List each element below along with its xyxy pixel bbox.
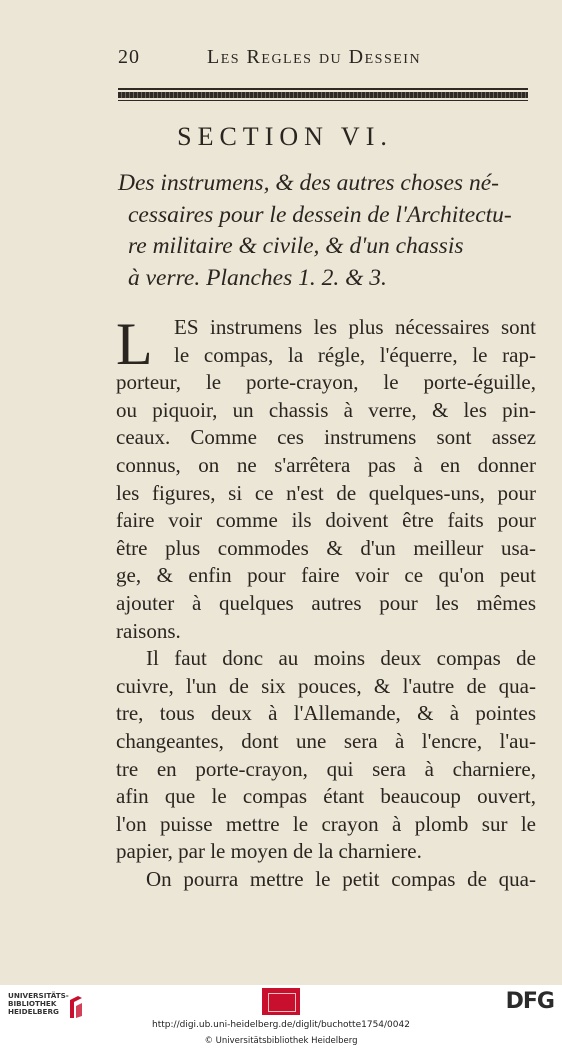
body-line: cuivre, l'un de six pouces, & l'autre de qua- <box>116 673 536 698</box>
ornamental-rule-top <box>118 88 528 90</box>
running-head <box>0 44 562 74</box>
body-line: ES instrumens les plus nécessaires sont <box>174 315 536 339</box>
body-line: ceaux. Comme ces instrumens sont assez <box>116 425 536 450</box>
viewer-footer <box>0 985 562 1053</box>
permalink-url[interactable]: http://digi.ub.uni-heidelberg.de/diglit/buchotte1754/0042 <box>152 1020 410 1030</box>
library-name-line: BIBLIOTHEK <box>8 999 57 1008</box>
body-line: faire voir comme ils doivent être faits pour <box>116 508 536 533</box>
body-line: raisons. <box>116 618 181 643</box>
body-line: l'on puisse mettre le crayon à plomb sur le <box>116 811 536 836</box>
dfg-logo[interactable]: DFG <box>505 989 554 1014</box>
page-number: 20 <box>118 46 140 68</box>
digitization-badge-icon[interactable] <box>262 988 300 1015</box>
library-name <box>8 992 69 1016</box>
copyright-notice: © Universitätsbibliothek Heidelberg <box>204 1036 358 1046</box>
body-line: afin que le compas étant beaucoup ouvert, <box>116 784 536 809</box>
body-line: les figures, si ce n'est de quelques-uns, pour <box>116 480 536 505</box>
body-line: ou piquoir, un chassis à verre, & les pin- <box>116 397 536 422</box>
body-line: Il faut donc au moins deux compas de <box>146 646 536 671</box>
ornamental-rule-middle <box>118 92 528 98</box>
running-title: Les Regles du Dessein <box>207 46 422 68</box>
section-title: SECTION VI. <box>177 122 393 151</box>
body-line: On pourra mettre le petit compas de qua- <box>146 866 536 891</box>
badge-frame <box>268 993 296 1012</box>
body-line: le compas, la régle, l'équerre, le rap- <box>174 342 536 367</box>
body-line: porteur, le porte-crayon, le porte-éguille, <box>116 370 536 395</box>
section-subtitle <box>118 168 536 294</box>
subtitle-line: cessaires pour le dessein de l'Architectu- <box>128 201 512 228</box>
university-library-logo[interactable] <box>8 992 83 1022</box>
subtitle-line: à verre. Planches 1. 2. & 3. <box>128 264 387 291</box>
library-mark-icon <box>68 994 84 1020</box>
body-line: être plus commodes & d'un meilleur usa- <box>116 535 536 560</box>
library-name-line: HEIDELBERG <box>8 1007 59 1016</box>
library-name-line: UNIVERSITÄTS- <box>8 991 69 1000</box>
body-line: ge, & enfin pour faire voir ce qu'on peut <box>116 563 536 588</box>
body-line: ajouter à quelques autres pour les mêmes <box>116 590 536 615</box>
body-line: connus, on ne s'arrêtera pas à en donner <box>116 452 536 477</box>
body-text <box>116 311 536 893</box>
body-line: tre, tous deux à l'Allemande, & à pointes <box>116 701 536 726</box>
subtitle-line: Des instrumens, & des autres choses né- <box>118 170 499 196</box>
body-line: tre en porte-crayon, qui sera à charniere, <box>116 756 536 781</box>
subtitle-line: re militaire & civile, & d'un chassis <box>128 233 464 259</box>
drop-cap: L <box>116 311 153 377</box>
body-line: papier, par le moyen de la charniere. <box>116 839 422 864</box>
ornamental-rule-bottom <box>118 100 528 101</box>
body-line: changeantes, dont une sera à l'encre, l'au- <box>116 728 536 753</box>
